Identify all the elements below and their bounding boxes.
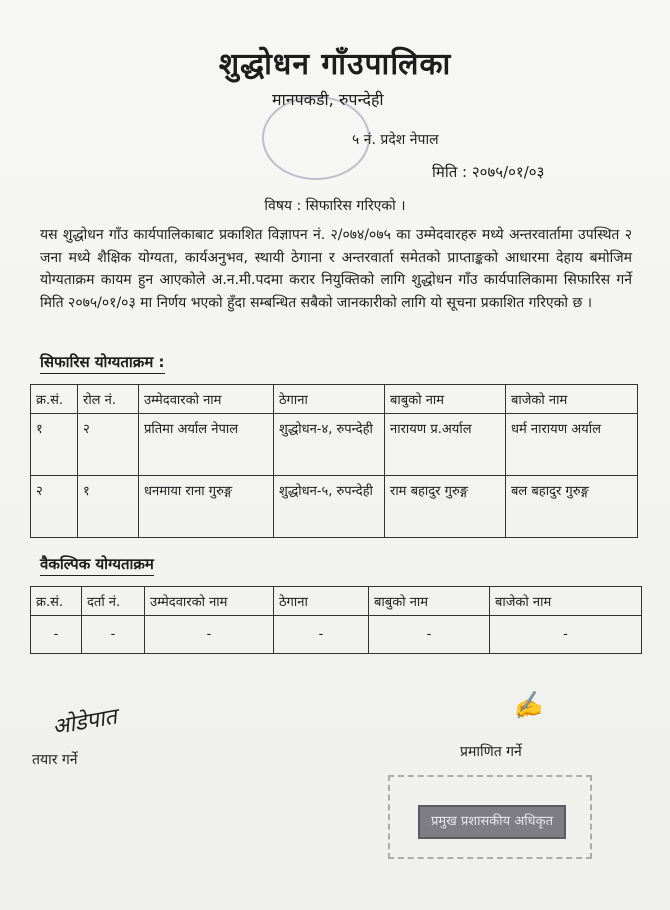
col-header: उम्मेदवारको नाम xyxy=(139,385,274,414)
table-row xyxy=(31,616,642,654)
col-header: बाजेको नाम xyxy=(506,385,638,414)
cell: राम बहादुर गुरुङ्ग xyxy=(385,476,506,538)
col-header: बाजेको नाम xyxy=(490,587,642,616)
municipality-title: शुद्धोधन गाँउपालिका xyxy=(218,47,452,82)
certified-by-label: प्रमाणित गर्ने xyxy=(460,744,522,760)
preparer-signature: ओडेपात xyxy=(50,704,119,741)
officer-stamp: प्रमुख प्रशासकीय अधिकृत xyxy=(418,805,566,839)
table-row xyxy=(31,476,638,538)
alternate-table xyxy=(30,586,642,654)
cell: १ xyxy=(78,476,139,538)
address-line-2: ५ नं. प्रदेश नेपाल xyxy=(352,132,439,148)
notice-date: मिति : २०७५/०१/०३ xyxy=(432,163,545,181)
cell: - xyxy=(369,616,490,654)
col-header: बाबुको नाम xyxy=(369,587,490,616)
col-header: ठेगाना xyxy=(274,385,385,414)
cell: १ xyxy=(31,414,78,476)
cell: - xyxy=(145,616,274,654)
prepared-by-label: तयार गर्ने xyxy=(32,752,78,768)
certifier-signature: ✍ xyxy=(509,689,545,723)
recommendation-heading: सिफारिस योग्यताक्रम : xyxy=(40,352,165,374)
cell: नारायण प्र.अर्याल xyxy=(385,414,506,476)
cell: प्रतिमा अर्याल नेपाल xyxy=(139,414,274,476)
table-header-row xyxy=(31,587,642,616)
recommendation-table xyxy=(30,384,638,538)
cell: शुद्धोधन-५, रुपन्देही xyxy=(274,476,385,538)
notice-body: यस शुद्धोधन गाँउ कार्यपालिकाबाट प्रकाशित विज्ञापन नं. २/०७४/०७५ का उम्मेदवारहरु मध्ये अन्तरवार्तामा उपस्थित २ जना मध्ये शैक्षिक योग्यता, कार्यअनुभव, स्थायी ठेगाना र अन्तरवार्ता समेतको प्राप्ताङ्कको आधारमा देहाय बमोजिम योग्यताक्रम कायम हुन आएकोले अ.न.मी.पदमा करार नियुक्तिको लागि शुद्धोधन गाँउ कार्यपालिकामा सिफारिस गर्ने मिति २०७५/०१/०३ मा निर्णय भएको हुँदा सम्बन्धित सबैको जानकारीको लागि यो सूचना प्रकाशित गरिएको छ । xyxy=(40,227,632,311)
col-header: रोल नं. xyxy=(78,385,139,414)
cell: धनमाया राना गुरुङ्ग xyxy=(139,476,274,538)
col-header: दर्ता नं. xyxy=(82,587,145,616)
cell: - xyxy=(82,616,145,654)
cell: शुद्धोधन-४, रुपन्देही xyxy=(274,414,385,476)
cell: - xyxy=(274,616,369,654)
cell: - xyxy=(490,616,642,654)
cell: २ xyxy=(78,414,139,476)
alternate-heading: वैकल्पिक योग्यताक्रम xyxy=(40,554,154,576)
cell: २ xyxy=(31,476,78,538)
subject-line: विषय : सिफारिस गरिएको । xyxy=(264,198,406,214)
cell: बल बहादुर गुरुङ्ग xyxy=(506,476,638,538)
col-header: ठेगाना xyxy=(274,587,369,616)
address-line-1: मानपकडी, रुपन्देही xyxy=(272,90,384,109)
col-header: बाबुको नाम xyxy=(385,385,506,414)
col-header: क्र.सं. xyxy=(31,587,82,616)
table-row xyxy=(31,414,638,476)
col-header: उम्मेदवारको नाम xyxy=(145,587,274,616)
cell: - xyxy=(31,616,82,654)
col-header: क्र.सं. xyxy=(31,385,78,414)
table-header-row xyxy=(31,385,638,414)
cell: धर्म नारायण अर्याल xyxy=(506,414,638,476)
